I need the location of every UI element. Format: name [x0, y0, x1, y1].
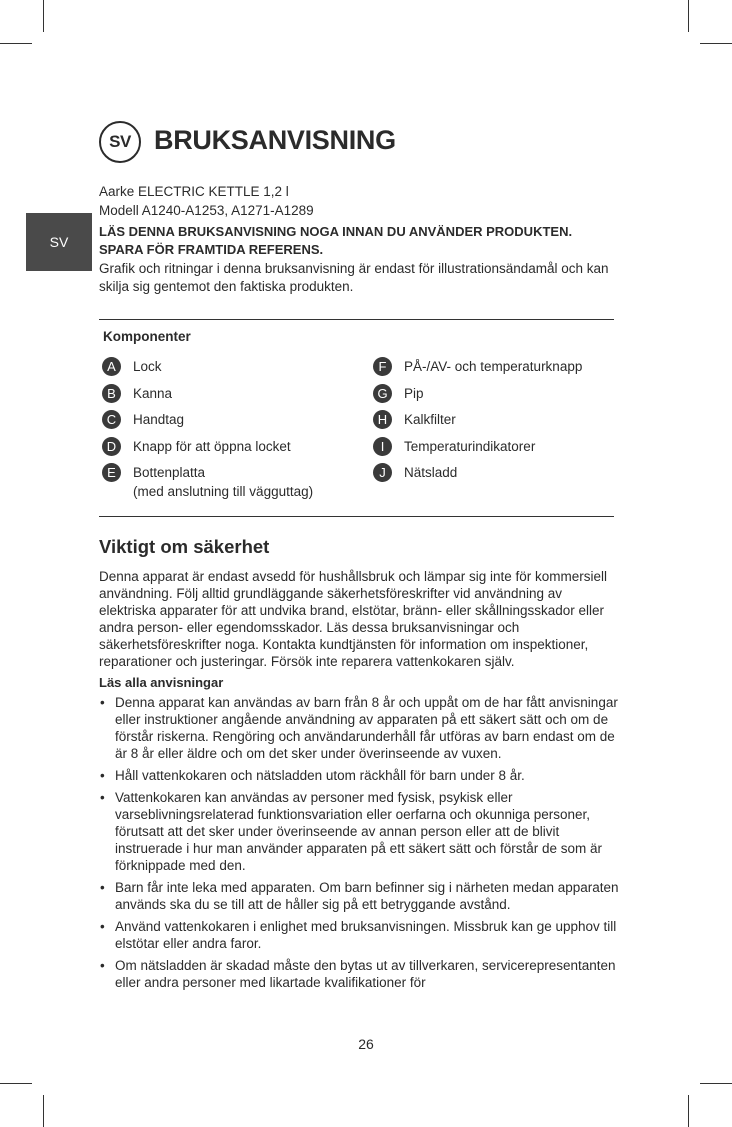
component-letter-badge: H	[373, 410, 392, 429]
list-item: • Barn får inte leka med apparaten. Om barn befinner sig i närheten medan apparaten används ska du se till att de håller sig på ett betryggande avstånd.	[99, 879, 619, 913]
component-label: Kanna	[133, 385, 173, 401]
component-letter-badge: I	[373, 437, 392, 456]
divider	[99, 516, 614, 517]
component-label: Knapp för att öppna locket	[133, 438, 291, 454]
component-label-main: Bottenplatta	[133, 465, 206, 480]
component-label: Handtag	[133, 412, 185, 427]
list-item: • Håll vattenkokaren och nätsladden utom räckhåll för barn under 8 år.	[99, 767, 619, 784]
safety-heading: Viktigt om säkerhet	[99, 536, 270, 557]
component-label: Pip	[404, 385, 424, 401]
component-label: Kalkfilter	[404, 412, 456, 427]
component-letter-badge: J	[373, 463, 392, 482]
components-heading: Komponenter	[103, 329, 191, 344]
components-list-right	[373, 357, 623, 490]
component-letter-badge: D	[102, 437, 121, 456]
model-numbers: Modell A1240-A1253, A1271-A1289	[99, 203, 314, 218]
component-item	[373, 384, 623, 403]
crop-mark	[43, 0, 44, 32]
component-letter-badge: F	[373, 357, 392, 376]
crop-mark	[688, 0, 689, 32]
language-side-tab: SV	[26, 213, 92, 271]
safety-paragraph: Denna apparat är endast avsedd för hushållsbruk och lämpar sig inte för kommersiell användning. Följ alltid grundläggande säkerhetsföreskrifter vid användning av elektriska apparater för att undvika brand, elstötar, bränn- eller skållningsskador eller andra person- eller egendomsskador. Läs dessa bruksanvisningar och säkerhetsföreskrifter noga. Kontakta kundtjänsten för information om inspektioner, reparationer och justeringar. Försök inte reparera vattenkokaren själv.	[99, 569, 608, 669]
component-item	[373, 357, 623, 376]
component-label-sub: (med anslutning till vägguttag)	[133, 484, 314, 499]
crop-mark	[688, 1095, 689, 1127]
component-label: PÅ-/AV- och temperaturknapp	[404, 359, 583, 374]
component-label: Lock	[133, 359, 162, 374]
component-letter-badge: G	[373, 384, 392, 403]
illustration-note: Grafik och ritningar i denna bruksanvisning är endast för illustrationsändamål och kan skilja sig gentemot den faktiska produkten.	[99, 261, 609, 294]
component-letter-badge: B	[102, 384, 121, 403]
crop-mark	[0, 1083, 32, 1084]
list-item: • Om nätsladden är skadad måste den bytas ut av tillverkaren, servicerepresentanten eller andra personer med likartade kvalifikationer för	[99, 957, 619, 991]
crop-mark	[43, 1095, 44, 1127]
crop-mark	[0, 43, 32, 44]
component-label: Temperaturindikatorer	[404, 438, 536, 454]
component-item	[373, 437, 623, 456]
components-list-left	[102, 357, 362, 509]
page-number: 26	[358, 1036, 374, 1052]
language-badge: SV	[99, 121, 141, 163]
product-name: Aarke ELECTRIC KETTLE 1,2 l	[99, 184, 289, 199]
component-item	[102, 357, 362, 376]
divider	[99, 319, 614, 320]
component-letter-badge: E	[102, 463, 121, 482]
component-item	[102, 463, 362, 501]
intro-block	[99, 182, 614, 296]
component-label: Nätsladd	[404, 465, 458, 480]
component-letter-badge: A	[102, 357, 121, 376]
safety-section	[99, 536, 619, 996]
page-title: BRUKSANVISNING	[154, 125, 396, 155]
component-item	[373, 410, 623, 429]
list-item: • Använd vattenkokaren i enlighet med bruksanvisningen. Missbruk kan ge upphov till elstötar eller andra faror.	[99, 918, 619, 952]
component-item	[373, 463, 623, 482]
warning-line-1: LÄS DENNA BRUKSANVISNING NOGA INNAN DU ANVÄNDER PRODUKTEN.	[99, 224, 573, 239]
list-item: • Vattenkokaren kan användas av personer med fysisk, psykisk eller varseblivningsrelaterad funktionsvariation eller oerfarna och okunniga personer, förutsatt att det sker under överinseende av annan person eller att de blivit instruerade i hur man använder apparaten på ett säkert sätt och förstår de som är förknippade med den.	[99, 789, 619, 874]
component-item	[102, 410, 362, 429]
crop-mark	[700, 43, 732, 44]
component-item	[102, 437, 362, 456]
safety-bullet-list	[99, 694, 619, 991]
instructions-subheading: Läs alla anvisningar	[99, 675, 224, 690]
list-item: • Denna apparat kan användas av barn från 8 år och uppåt om de har fått anvisningar eller instruktioner angående användning av apparaten på ett säkert sätt och om de förstår riskerna. Rengöring och användarunderhåll får utföras av barn endast om de är 8 år eller äldre och om det sker under överinseende av vuxen.	[99, 694, 619, 762]
crop-mark	[700, 1083, 732, 1084]
component-letter-badge: C	[102, 410, 121, 429]
warning-line-2: SPARA FÖR FRAMTIDA REFERENS.	[99, 242, 324, 257]
component-label	[133, 463, 313, 501]
component-item	[102, 384, 362, 403]
